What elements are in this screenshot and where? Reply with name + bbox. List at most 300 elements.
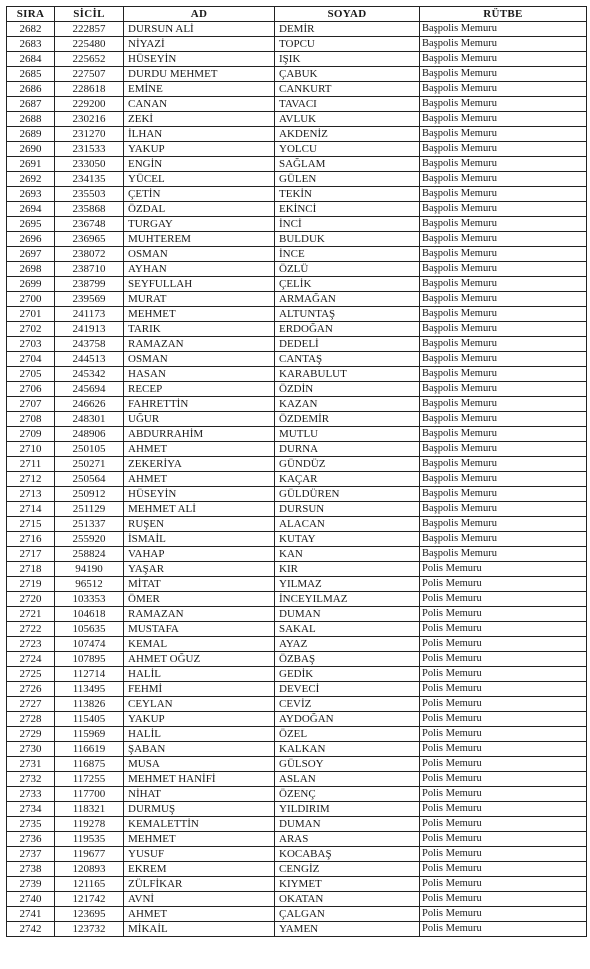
cell-rutbe: Polis Memuru [420,787,587,802]
cell-ad: MURAT [124,292,275,307]
cell-sira: 2713 [7,487,55,502]
cell-sicil: 230216 [55,112,124,127]
cell-ad: AHMET [124,442,275,457]
cell-rutbe: Polis Memuru [420,907,587,922]
table-row [7,247,587,262]
cell-sicil: 244513 [55,352,124,367]
cell-ad: ABDURRAHİM [124,427,275,442]
table-row [7,697,587,712]
cell-ad: SEYFULLAH [124,277,275,292]
column-header-sira: SIRA [7,7,55,22]
cell-sira: 2684 [7,52,55,67]
cell-soyad: CENGİZ [275,862,420,877]
cell-sicil: 96512 [55,577,124,592]
cell-sicil: 246626 [55,397,124,412]
cell-sira: 2706 [7,382,55,397]
cell-ad: EKREM [124,862,275,877]
table-row [7,922,587,937]
cell-soyad: İNCE [275,247,420,262]
column-header-soyad: SOYAD [275,7,420,22]
cell-sira: 2695 [7,217,55,232]
cell-sira: 2694 [7,202,55,217]
cell-rutbe: Polis Memuru [420,652,587,667]
table-row [7,52,587,67]
cell-sira: 2725 [7,667,55,682]
table-row [7,277,587,292]
table-row [7,502,587,517]
cell-ad: AYHAN [124,262,275,277]
cell-ad: AHMET [124,907,275,922]
cell-sicil: 123732 [55,922,124,937]
cell-rutbe: Başpolis Memuru [420,187,587,202]
cell-ad: İLHAN [124,127,275,142]
table-row [7,352,587,367]
cell-rutbe: Başpolis Memuru [420,487,587,502]
cell-ad: HÜSEYİN [124,52,275,67]
table-row [7,382,587,397]
cell-soyad: KOCABAŞ [275,847,420,862]
cell-sicil: 251337 [55,517,124,532]
cell-ad: OSMAN [124,247,275,262]
cell-soyad: ÖZBAŞ [275,652,420,667]
cell-soyad: KAÇAR [275,472,420,487]
cell-rutbe: Başpolis Memuru [420,22,587,37]
cell-rutbe: Polis Memuru [420,877,587,892]
cell-soyad: DURNA [275,442,420,457]
cell-rutbe: Polis Memuru [420,607,587,622]
cell-sicil: 235868 [55,202,124,217]
cell-sicil: 231270 [55,127,124,142]
cell-rutbe: Polis Memuru [420,757,587,772]
table-row [7,337,587,352]
cell-soyad: GEDİK [275,667,420,682]
cell-rutbe: Polis Memuru [420,892,587,907]
cell-soyad: YAMEN [275,922,420,937]
cell-soyad: AYDOĞAN [275,712,420,727]
cell-sira: 2741 [7,907,55,922]
cell-sicil: 248906 [55,427,124,442]
cell-sicil: 241913 [55,322,124,337]
table-row [7,712,587,727]
table-row [7,472,587,487]
cell-rutbe: Başpolis Memuru [420,277,587,292]
cell-sira: 2692 [7,172,55,187]
table-row [7,652,587,667]
table-row [7,832,587,847]
cell-sicil: 119677 [55,847,124,862]
cell-rutbe: Polis Memuru [420,682,587,697]
cell-rutbe: Başpolis Memuru [420,97,587,112]
cell-ad: NİYAZİ [124,37,275,52]
cell-sira: 2715 [7,517,55,532]
cell-sira: 2726 [7,682,55,697]
cell-ad: ŞABAN [124,742,275,757]
table-row [7,262,587,277]
table-row [7,367,587,382]
cell-sira: 2696 [7,232,55,247]
cell-sira: 2730 [7,742,55,757]
table-row [7,487,587,502]
cell-soyad: TEKİN [275,187,420,202]
cell-soyad: DEDELİ [275,337,420,352]
cell-soyad: BULDUK [275,232,420,247]
cell-sicil: 245342 [55,367,124,382]
cell-sicil: 123695 [55,907,124,922]
cell-rutbe: Polis Memuru [420,832,587,847]
cell-sira: 2703 [7,337,55,352]
cell-soyad: KUTAY [275,532,420,547]
cell-rutbe: Başpolis Memuru [420,52,587,67]
cell-soyad: IŞIK [275,52,420,67]
cell-rutbe: Başpolis Memuru [420,352,587,367]
cell-soyad: DEVECİ [275,682,420,697]
cell-sira: 2740 [7,892,55,907]
cell-sicil: 107474 [55,637,124,652]
cell-sira: 2689 [7,127,55,142]
cell-sicil: 107895 [55,652,124,667]
cell-sicil: 238799 [55,277,124,292]
table-row [7,97,587,112]
cell-sira: 2714 [7,502,55,517]
cell-sira: 2686 [7,82,55,97]
cell-ad: RUŞEN [124,517,275,532]
cell-rutbe: Polis Memuru [420,922,587,937]
cell-sicil: 112714 [55,667,124,682]
cell-rutbe: Başpolis Memuru [420,67,587,82]
table-row [7,667,587,682]
cell-soyad: ALACAN [275,517,420,532]
table-row [7,577,587,592]
cell-rutbe: Başpolis Memuru [420,217,587,232]
cell-sira: 2710 [7,442,55,457]
cell-rutbe: Başpolis Memuru [420,292,587,307]
cell-sicil: 103353 [55,592,124,607]
cell-sira: 2742 [7,922,55,937]
cell-sicil: 258824 [55,547,124,562]
cell-soyad: DURSUN [275,502,420,517]
cell-soyad: MUTLU [275,427,420,442]
cell-sicil: 117700 [55,787,124,802]
cell-rutbe: Başpolis Memuru [420,442,587,457]
table-row [7,802,587,817]
cell-rutbe: Başpolis Memuru [420,502,587,517]
cell-soyad: ÇABUK [275,67,420,82]
cell-rutbe: Polis Memuru [420,697,587,712]
cell-ad: HASAN [124,367,275,382]
cell-ad: AHMET OĞUZ [124,652,275,667]
cell-rutbe: Başpolis Memuru [420,427,587,442]
cell-sicil: 105635 [55,622,124,637]
column-header-ad: AD [124,7,275,22]
cell-soyad: TOPCU [275,37,420,52]
table-row [7,127,587,142]
cell-soyad: TAVACI [275,97,420,112]
cell-rutbe: Polis Memuru [420,622,587,637]
cell-rutbe: Polis Memuru [420,862,587,877]
cell-sira: 2709 [7,427,55,442]
cell-soyad: KIYMET [275,877,420,892]
cell-rutbe: Başpolis Memuru [420,82,587,97]
cell-sicil: 250564 [55,472,124,487]
cell-soyad: CEVİZ [275,697,420,712]
cell-sicil: 250912 [55,487,124,502]
table-row [7,307,587,322]
table-row [7,517,587,532]
table-row [7,562,587,577]
table-row [7,532,587,547]
cell-rutbe: Polis Memuru [420,637,587,652]
table-row [7,847,587,862]
cell-sicil: 115405 [55,712,124,727]
cell-sira: 2685 [7,67,55,82]
cell-sicil: 239569 [55,292,124,307]
cell-ad: MUHTEREM [124,232,275,247]
cell-ad: TURGAY [124,217,275,232]
cell-sira: 2734 [7,802,55,817]
cell-rutbe: Başpolis Memuru [420,232,587,247]
cell-sira: 2708 [7,412,55,427]
table-row [7,217,587,232]
cell-sicil: 245694 [55,382,124,397]
cell-soyad: KIR [275,562,420,577]
cell-ad: MEHMET HANİFİ [124,772,275,787]
cell-ad: RECEP [124,382,275,397]
table-row [7,412,587,427]
personnel-list-sheet [6,6,586,937]
table-row [7,727,587,742]
cell-soyad: CANKURT [275,82,420,97]
cell-ad: DURMUŞ [124,802,275,817]
cell-sicil: 225480 [55,37,124,52]
cell-sira: 2705 [7,367,55,382]
cell-ad: KEMAL [124,637,275,652]
cell-soyad: EKİNCİ [275,202,420,217]
cell-soyad: ÇALGAN [275,907,420,922]
cell-sicil: 250105 [55,442,124,457]
cell-ad: ZÜLFİKAR [124,877,275,892]
cell-ad: FAHRETTİN [124,397,275,412]
cell-sira: 2731 [7,757,55,772]
cell-soyad: YOLCU [275,142,420,157]
cell-sicil: 235503 [55,187,124,202]
cell-sira: 2698 [7,262,55,277]
cell-soyad: AYAZ [275,637,420,652]
table-row [7,442,587,457]
cell-sira: 2693 [7,187,55,202]
cell-ad: YUSUF [124,847,275,862]
cell-rutbe: Polis Memuru [420,847,587,862]
cell-rutbe: Başpolis Memuru [420,157,587,172]
cell-sicil: 238072 [55,247,124,262]
cell-ad: HALİL [124,667,275,682]
table-row [7,592,587,607]
cell-rutbe: Başpolis Memuru [420,142,587,157]
table-row [7,157,587,172]
cell-ad: MEHMET [124,832,275,847]
cell-sicil: 121165 [55,877,124,892]
cell-soyad: DUMAN [275,817,420,832]
cell-rutbe: Başpolis Memuru [420,472,587,487]
cell-sicil: 241173 [55,307,124,322]
cell-ad: RAMAZAN [124,337,275,352]
cell-sira: 2683 [7,37,55,52]
cell-soyad: OKATAN [275,892,420,907]
cell-ad: NİHAT [124,787,275,802]
cell-rutbe: Polis Memuru [420,592,587,607]
cell-ad: HÜSEYİN [124,487,275,502]
table-row [7,142,587,157]
cell-ad: RAMAZAN [124,607,275,622]
cell-soyad: SAĞLAM [275,157,420,172]
cell-rutbe: Polis Memuru [420,742,587,757]
cell-soyad: ÖZENÇ [275,787,420,802]
cell-soyad: ÖZEL [275,727,420,742]
table-row [7,172,587,187]
cell-sicil: 236965 [55,232,124,247]
cell-sira: 2739 [7,877,55,892]
column-header-sicil: SİCİL [55,7,124,22]
cell-sicil: 104618 [55,607,124,622]
cell-sira: 2728 [7,712,55,727]
cell-ad: CANAN [124,97,275,112]
cell-soyad: GÜNDÜZ [275,457,420,472]
cell-sicil: 227507 [55,67,124,82]
cell-sicil: 250271 [55,457,124,472]
table-body [7,22,587,937]
cell-sira: 2724 [7,652,55,667]
cell-rutbe: Polis Memuru [420,772,587,787]
cell-sira: 2729 [7,727,55,742]
cell-rutbe: Başpolis Memuru [420,127,587,142]
table-row [7,37,587,52]
cell-ad: AVNİ [124,892,275,907]
cell-soyad: İNCEYILMAZ [275,592,420,607]
cell-ad: ÖZDAL [124,202,275,217]
cell-soyad: ÇELİK [275,277,420,292]
cell-sira: 2722 [7,622,55,637]
table-row [7,202,587,217]
cell-rutbe: Başpolis Memuru [420,517,587,532]
cell-rutbe: Başpolis Memuru [420,382,587,397]
cell-sicil: 113495 [55,682,124,697]
cell-sicil: 231533 [55,142,124,157]
cell-sicil: 251129 [55,502,124,517]
cell-soyad: YILMAZ [275,577,420,592]
table-row [7,232,587,247]
table-row [7,757,587,772]
cell-sira: 2704 [7,352,55,367]
cell-rutbe: Başpolis Memuru [420,367,587,382]
cell-sicil: 234135 [55,172,124,187]
cell-rutbe: Başpolis Memuru [420,322,587,337]
table-row [7,637,587,652]
cell-rutbe: Başpolis Memuru [420,262,587,277]
cell-ad: MEHMET ALİ [124,502,275,517]
cell-ad: KEMALETTİN [124,817,275,832]
cell-ad: ENGİN [124,157,275,172]
cell-soyad: GÜLDÜREN [275,487,420,502]
cell-sira: 2711 [7,457,55,472]
cell-sira: 2697 [7,247,55,262]
table-row [7,787,587,802]
table-row [7,877,587,892]
cell-rutbe: Polis Memuru [420,667,587,682]
table-row [7,817,587,832]
cell-sira: 2716 [7,532,55,547]
cell-sira: 2735 [7,817,55,832]
cell-ad: HALİL [124,727,275,742]
cell-sicil: 115969 [55,727,124,742]
cell-soyad: ERDOĞAN [275,322,420,337]
cell-rutbe: Polis Memuru [420,727,587,742]
cell-ad: MUSA [124,757,275,772]
cell-ad: VAHAP [124,547,275,562]
cell-soyad: GÜLEN [275,172,420,187]
cell-soyad: AKDENİZ [275,127,420,142]
cell-sicil: 228618 [55,82,124,97]
cell-rutbe: Polis Memuru [420,817,587,832]
cell-soyad: İNCİ [275,217,420,232]
cell-soyad: ÖZDEMİR [275,412,420,427]
cell-rutbe: Polis Memuru [420,577,587,592]
table-row [7,67,587,82]
table-row [7,292,587,307]
cell-soyad: ÖZLÜ [275,262,420,277]
cell-ad: İSMAİL [124,532,275,547]
cell-rutbe: Polis Memuru [420,802,587,817]
cell-sira: 2727 [7,697,55,712]
cell-rutbe: Başpolis Memuru [420,532,587,547]
table-row [7,187,587,202]
cell-ad: OSMAN [124,352,275,367]
cell-ad: YÜCEL [124,172,275,187]
table-row [7,82,587,97]
cell-soyad: KAN [275,547,420,562]
table-row [7,22,587,37]
cell-sicil: 233050 [55,157,124,172]
cell-sira: 2719 [7,577,55,592]
cell-sira: 2733 [7,787,55,802]
cell-sicil: 119535 [55,832,124,847]
cell-ad: MEHMET [124,307,275,322]
cell-ad: ZEKERİYA [124,457,275,472]
table-row [7,622,587,637]
cell-rutbe: Polis Memuru [420,562,587,577]
cell-ad: MİKAİL [124,922,275,937]
cell-rutbe: Başpolis Memuru [420,337,587,352]
cell-sira: 2700 [7,292,55,307]
table-header-row [7,7,587,22]
cell-sira: 2712 [7,472,55,487]
table-row [7,427,587,442]
cell-sicil: 94190 [55,562,124,577]
cell-ad: AHMET [124,472,275,487]
cell-rutbe: Başpolis Memuru [420,457,587,472]
cell-sira: 2682 [7,22,55,37]
cell-sira: 2717 [7,547,55,562]
cell-sira: 2736 [7,832,55,847]
cell-ad: ZEKİ [124,112,275,127]
cell-ad: CEYLAN [124,697,275,712]
cell-soyad: ARAS [275,832,420,847]
table-row [7,772,587,787]
cell-sicil: 222857 [55,22,124,37]
cell-ad: ÖMER [124,592,275,607]
cell-sira: 2699 [7,277,55,292]
cell-sira: 2723 [7,637,55,652]
cell-soyad: CANTAŞ [275,352,420,367]
cell-soyad: ASLAN [275,772,420,787]
